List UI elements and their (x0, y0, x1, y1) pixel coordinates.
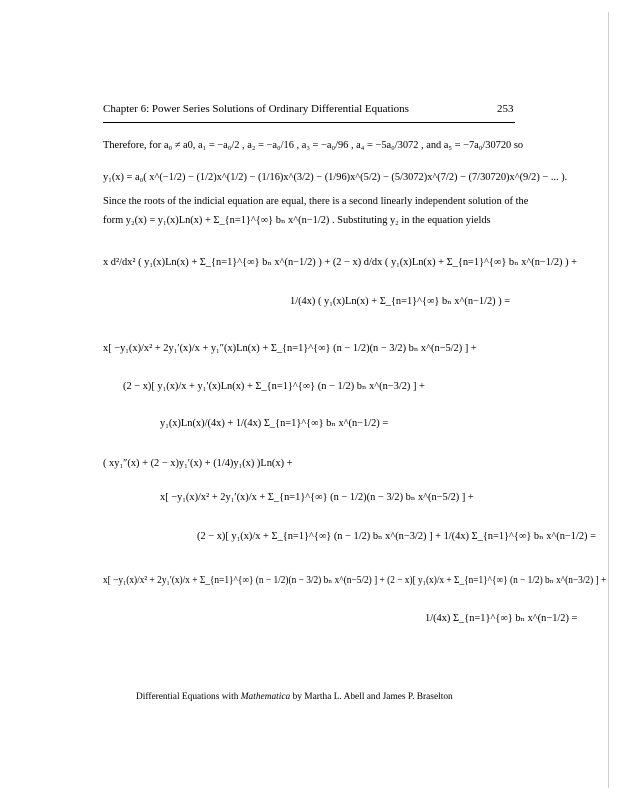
header-rule (103, 122, 515, 123)
regrouped-ln-terms: ( xy₁″(x) + (2 − x)y₁′(x) + (1/4)y₁(x) )Ln(x) + (103, 458, 293, 469)
coefficient-values-line: Therefore, for a₀ ≠ a0, a₁ = −a₀/2 , a₂ = −a₀/16 , a₃ = −a₀/96 , a₄ = −5a₀/3072 , and a₅ = −7a₀/30720 so (103, 140, 524, 151)
chapter-title: Chapter 6: Power Series Solutions of Ordinary Differential Equations (103, 103, 409, 115)
expanded-second-derivative: x[ −y₁(x)/x² + 2y₁′(x)/x + y₁″(x)Ln(x) + Σ_{n=1}^{∞} (n − 1/2)(n − 3/2) bₙ x^(n−5/2) ] + (103, 343, 477, 354)
page-edge-shadow (608, 12, 609, 788)
expanded-first-derivative: (2 − x)[ y₁(x)/x + y₁′(x)Ln(x) + Σ_{n=1}^{∞} (n − 1/2) bₙ x^(n−3/2) ] + (123, 381, 425, 392)
simplified-equation: x[ −y₁(x)/x² + 2y₁′(x)/x + Σ_{n=1}^{∞} (n − 1/2)(n − 3/2) bₙ x^(n−5/2) ] + (2 − x)[ y₁(x)/x + Σ_{n=1}^{∞} (n − 1/2) bₙ x^(n−3/2) ] + (103, 575, 607, 586)
book-footer (136, 692, 453, 702)
footer-title: Mathematica (240, 692, 291, 702)
expanded-term-tail: y₁(x)Ln(x)/(4x) + 1/(4x) Σ_{n=1}^{∞} bₙ x^(n−1/2) = (160, 418, 389, 429)
page-number: 253 (497, 103, 514, 115)
simplified-equation-tail: 1/(4x) Σ_{n=1}^{∞} bₙ x^(n−1/2) = (425, 613, 578, 624)
second-solution-intro: Since the roots of the indicial equation are equal, there is a second linearly independent solution of the (103, 196, 529, 207)
second-solution-form: form y₂(x) = y₁(x)Ln(x) + Σ_{n=1}^{∞} bₙ x^(n−1/2) . Substituting y₂ in the equation yields (103, 215, 491, 226)
footer-authors: by Martha L. Abell and James P. Braselton (290, 692, 453, 702)
regrouped-first-derivative: (2 − x)[ y₁(x)/x + Σ_{n=1}^{∞} (n − 1/2) bₙ x^(n−3/2) ] + 1/(4x) Σ_{n=1}^{∞} bₙ x^(n−1/2) = (197, 531, 596, 542)
substitution-equation: x d²/dx² ( y₁(x)Ln(x) + Σ_{n=1}^{∞} bₙ x^(n−1/2) ) + (2 − x) d/dx ( y₁(x)Ln(x) + Σ_{n=1}^{∞} bₙ x^(n−1/2) ) + (103, 257, 578, 268)
first-solution-series: y₁(x) = a₀( x^(−1/2) − (1/2)x^(1/2) − (1/16)x^(3/2) − (1/96)x^(5/2) − (5/3072)x^(7/2) − (7/30720)x^(9/2) − ... ). (103, 172, 568, 183)
footer-prefix: Differential Equations with (136, 692, 241, 702)
regrouped-second-derivative: x[ −y₁(x)/x² + 2y₁′(x)/x + Σ_{n=1}^{∞} (n − 1/2)(n − 3/2) bₙ x^(n−5/2) ] + (160, 492, 474, 503)
substitution-equation-tail: 1/(4x) ( y₁(x)Ln(x) + Σ_{n=1}^{∞} bₙ x^(n−1/2) ) = (290, 296, 511, 307)
